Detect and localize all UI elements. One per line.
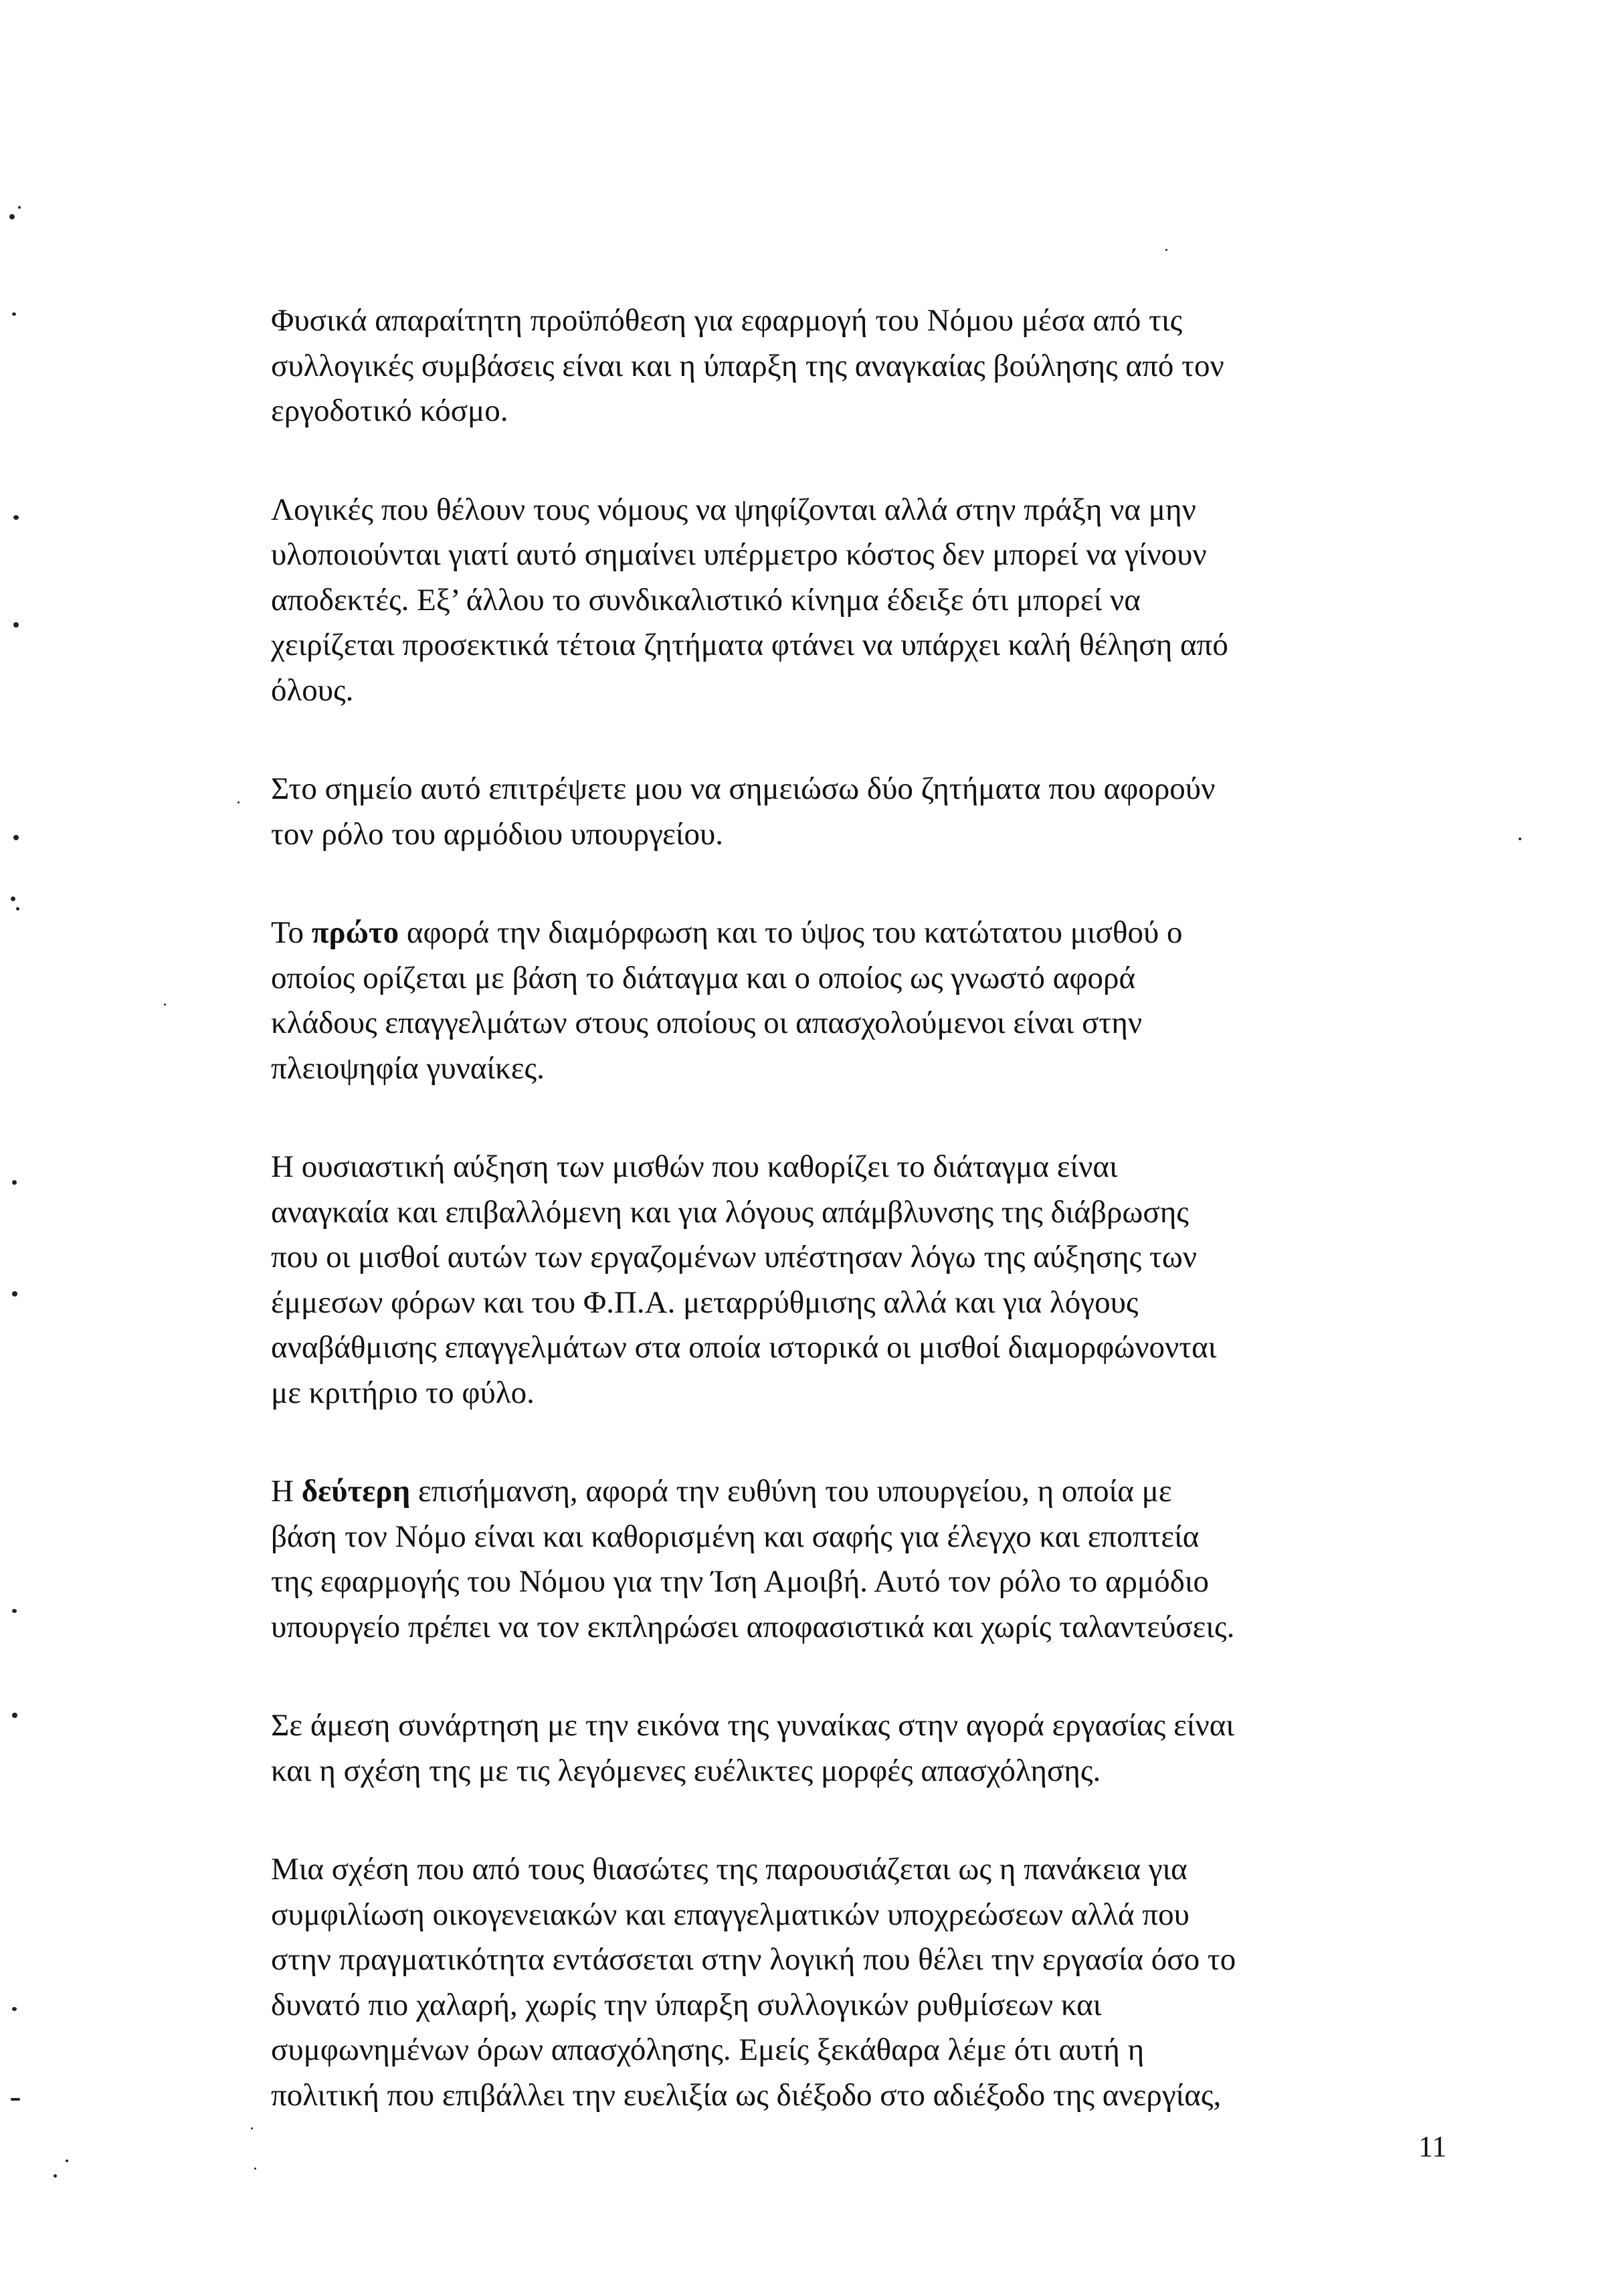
text-run: βάση τον Νόμο είναι και καθορισμένη και σαφής για έλεγχο και εποπτεία (271, 1519, 1200, 1554)
text-line (271, 1001, 1458, 1046)
text-run: πολιτική που επιβάλλει την ευελιξία ως διέξοδο στο αδιέξοδο της ανεργίας, (271, 2077, 1222, 2113)
scan-speck (12, 2007, 17, 2011)
text-run: Λογικές που θέλουν τους νόμους να ψηφίζονται αλλά στην πράξη να μην (271, 492, 1196, 527)
text-line (271, 623, 1458, 668)
text-line (271, 1749, 1458, 1794)
text-run: συμφιλίωση οικογενειακών και επαγγελματικών υποχρεώσεων αλλά που (271, 1897, 1189, 1932)
text-run: και η σχέση της με τις λεγόμενες ευέλικτες μορφές απασχόλησης. (271, 1753, 1101, 1788)
text-line (271, 1703, 1458, 1749)
paragraph (271, 1145, 1458, 1416)
text-run: έμμεσων φόρων και του Φ.Π.Α. μεταρρύθμισης αλλά και για λόγους (271, 1284, 1139, 1320)
text-run: Σε άμεση συνάρτηση με την εικόνα της γυναίκας στην αγορά εργασίας είναι (271, 1708, 1235, 1743)
text-run: υλοποιούνται γιατί αυτό σημαίνει υπέρμετρο κόστος δεν μπορεί να γίνουν (271, 537, 1207, 572)
emphasis-text: πρώτο (311, 915, 399, 950)
text-run: τον ρόλο του αρμόδιου υπουργείου. (271, 816, 723, 852)
text-line (271, 533, 1458, 578)
text-line (271, 812, 1458, 858)
text-line (271, 668, 1458, 714)
text-run: αποδεκτές. Εξ’ άλλου το συνδικαλιστικό κίνημα έδειξε ότι μπορεί να (271, 582, 1141, 617)
text-line (271, 956, 1458, 1001)
paragraph (271, 1469, 1458, 1650)
text-line (271, 1469, 1458, 1515)
scan-speck (13, 835, 19, 840)
text-run: πλειοψηφία γυναίκες. (271, 1050, 545, 1086)
text-run: αναγκαία και επιβαλλόμενη και για λόγους απάμβλυνσης της διάβρωσης (271, 1194, 1189, 1230)
text-line (271, 1190, 1458, 1236)
text-line (271, 1847, 1458, 1893)
scan-speck (12, 1180, 17, 1185)
text-line (271, 1605, 1458, 1650)
text-run: Μια σχέση που από τους θιασώτες της παρουσιάζεται ως η πανάκεια για (271, 1852, 1187, 1887)
scan-speck (13, 515, 19, 520)
scan-speck (1519, 838, 1521, 840)
text-run: συλλογικές συμβάσεις είναι και η ύπαρξη της αναγκαίας βούλησης από τον (271, 348, 1224, 383)
text-line (271, 344, 1458, 389)
text-run: όλους. (271, 672, 354, 708)
scan-speck (164, 1003, 166, 1006)
paragraph (271, 1847, 1458, 2118)
text-run: οποίος ορίζεται με βάση το διάταγμα και ο οποίος ως γνωστό αφορά (271, 960, 1136, 995)
scan-speck (237, 801, 240, 803)
text-line (271, 1325, 1458, 1371)
text-line (271, 1371, 1458, 1416)
scan-speck (12, 1713, 17, 1718)
text-line (271, 1280, 1458, 1326)
text-line (271, 1559, 1458, 1605)
text-run: εργοδοτικό κόσμο. (271, 393, 508, 428)
text-line (271, 1235, 1458, 1280)
text-run: της εφαρμογής του Νόμου για την Ίση Αμοιβή. Αυτό τον ρόλο το αρμόδιο (271, 1564, 1210, 1599)
text-line (271, 1515, 1458, 1560)
scan-speck (251, 2127, 253, 2129)
text-line (271, 1983, 1458, 2028)
scan-speck (13, 622, 19, 628)
text-line (271, 1145, 1458, 1190)
text-line (271, 2028, 1458, 2073)
text-run: Στο σημείο αυτό επιτρέψετε μου να σημειώσω δύο ζητήματα που αφορούν (271, 771, 1216, 806)
emphasis-text: δεύτερη (301, 1474, 411, 1509)
paragraph (271, 1703, 1458, 1794)
text-run: Η (271, 1474, 302, 1509)
paragraph (271, 298, 1458, 434)
paragraph (271, 488, 1458, 714)
text-line (271, 488, 1458, 533)
text-run: με κριτήριο το φύλο. (271, 1375, 535, 1410)
scan-speck (11, 896, 15, 901)
text-run: επισήμανση, αφορά την ευθύνη του υπουργείου, η οποία με (410, 1474, 1172, 1509)
text-run: που οι μισθοί αυτών των εργαζομένων υπέστησαν λόγω της αύξησης των (271, 1240, 1198, 1274)
text-line (271, 1937, 1458, 1983)
scan-speck (9, 214, 15, 219)
scan-speck (12, 1291, 17, 1297)
scan-speck (254, 2168, 256, 2170)
page-number: 11 (1418, 2130, 1447, 2163)
scan-speck (12, 1609, 17, 1613)
text-run: Φυσικά απαραίτητη προϋπόθεση για εφαρμογή του Νόμου μέσα από τις (271, 303, 1183, 338)
scan-speck (1165, 249, 1167, 251)
paragraph (271, 767, 1458, 857)
text-line (271, 1893, 1458, 1938)
text-line (271, 767, 1458, 812)
text-run: αφορά την διαμόρφωση και το ύψος του κατώτατου μισθού ο (399, 915, 1183, 950)
text-run: Η ουσιαστική αύξηση των μισθών που καθορίζει το διάταγμα είναι (271, 1149, 1118, 1184)
text-run: υπουργείο πρέπει να τον εκπληρώσει αποφασιστικά και χωρίς ταλαντεύσεις. (271, 1609, 1235, 1644)
text-line (271, 1046, 1458, 1092)
scan-speck (16, 907, 19, 911)
scan-speck (54, 2174, 57, 2178)
text-run: κλάδους επαγγελμάτων στους οποίους οι απασχολούμενοι είναι στην (271, 1006, 1143, 1040)
scan-speck (66, 2160, 68, 2162)
scan-speck (18, 206, 21, 209)
text-run: συμφωνημένων όρων απασχόλησης. Εμείς ξεκάθαρα λέμε ότι αυτή η (271, 2032, 1145, 2067)
paragraph (271, 911, 1458, 1091)
text-run: Το (271, 915, 312, 950)
text-run: χειρίζεται προσεκτικά τέτοια ζητήματα φτάνει να υπάρχει καλή θέληση από (271, 628, 1228, 662)
text-run: στην πραγματικότητα εντάσσεται στην λογική που θέλει την εργασία όσο το (271, 1942, 1236, 1977)
text-line (271, 911, 1458, 956)
text-line (271, 298, 1458, 344)
scan-speck (11, 2098, 20, 2101)
text-run: αναβάθμισης επαγγελμάτων στα οποία ιστορικά οι μισθοί διαμορφώνονται (271, 1330, 1217, 1365)
text-line (271, 578, 1458, 624)
text-line (271, 389, 1458, 434)
text-line (271, 2073, 1458, 2119)
text-run: δυνατό πιο χαλαρή, χωρίς την ύπαρξη συλλογικών ρυθμίσεων και (271, 1987, 1102, 2022)
scan-speck (12, 312, 16, 316)
body-text (271, 298, 1458, 2172)
